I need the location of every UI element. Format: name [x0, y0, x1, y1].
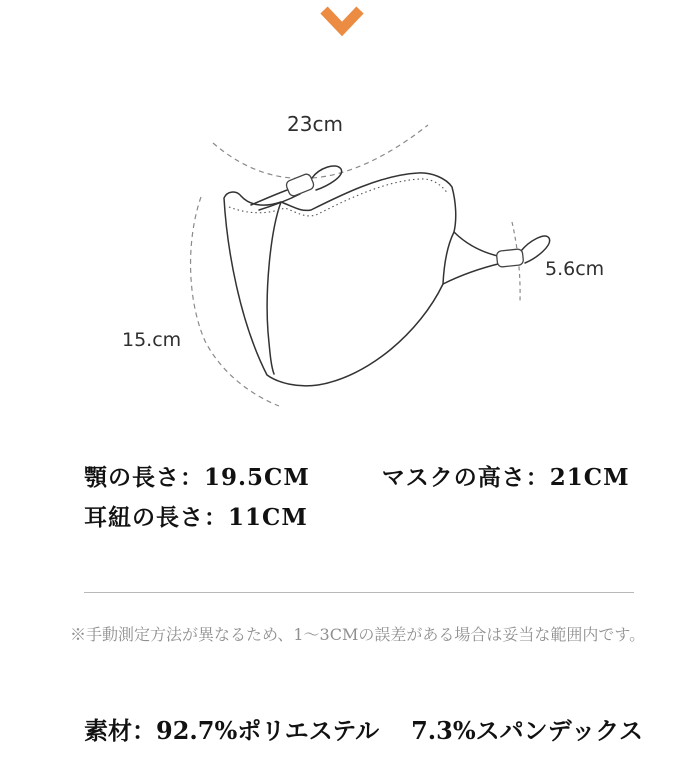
- divider-line: [84, 592, 634, 593]
- spec-row-2: [84, 499, 308, 532]
- material-row: [84, 711, 643, 746]
- ear-loop-width-label: 5.6cm: [545, 258, 605, 280]
- material-polyester: 素材：92.7%ポリエステル: [84, 716, 380, 745]
- jaw-length-spec: 顎の長さ：19.5CM: [84, 464, 310, 491]
- mask-body: [224, 173, 456, 386]
- side-measure-arc: [191, 197, 279, 406]
- mask-width-label: 23cm: [287, 112, 343, 136]
- mask-side-height-label: 15.cm: [122, 329, 182, 351]
- spec-row-1: [84, 459, 630, 492]
- ear-strap-length-spec: 耳紐の長さ：11CM: [84, 504, 308, 531]
- mask-height-spec: マスクの高さ：21CM: [381, 464, 630, 491]
- mask-outline: [224, 166, 550, 386]
- right-cord-adjuster: [496, 249, 524, 268]
- mask-center-seam: [267, 202, 281, 374]
- measurement-tolerance-note: ※手動測定方法が異なるため、1〜3CMの誤差がある場合は妥当な範囲内です。: [70, 625, 646, 644]
- material-spandex: 7.3%スパンデックス: [411, 716, 643, 745]
- left-cord-adjuster: [285, 173, 315, 198]
